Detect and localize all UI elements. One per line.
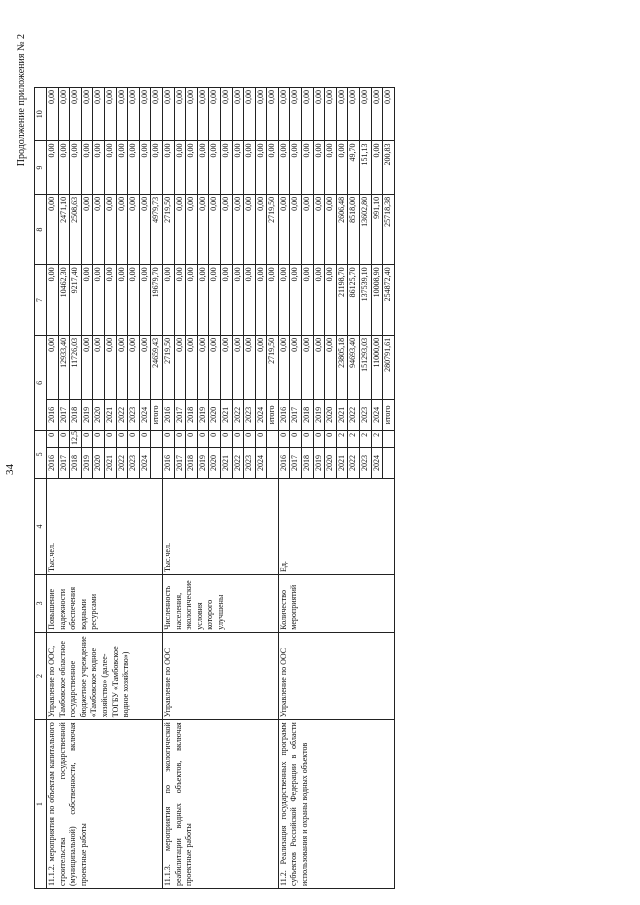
- year-cell: 2023: [360, 399, 372, 430]
- total-amount-cell: 0,00: [244, 335, 256, 399]
- year-cell: 2020: [93, 399, 105, 430]
- total-amount-cell: 0,00: [197, 335, 209, 399]
- amount-cell: 0,00: [93, 194, 105, 264]
- amount-cell: 0,00: [116, 194, 128, 264]
- amount-cell: 0,00: [70, 88, 82, 141]
- amount-cell: 0,00: [174, 141, 186, 194]
- amount-cell: 0,00: [174, 88, 186, 141]
- year-cell: 2017: [290, 399, 302, 430]
- amount-cell: 0,00: [128, 265, 140, 335]
- year-cell: 2019: [313, 399, 325, 430]
- amount-cell: 0,00: [302, 194, 314, 264]
- year-cell: 2022: [116, 399, 128, 430]
- amount-cell: 0,00: [209, 265, 221, 335]
- amount-cell: 0,00: [128, 194, 140, 264]
- year-cell: 2022: [348, 399, 360, 430]
- amount-cell: 0,00: [267, 141, 279, 194]
- amount-cell: 0,00: [371, 141, 383, 194]
- amount-cell: 0,00: [81, 88, 93, 141]
- amount-cell: 0,00: [371, 88, 383, 141]
- unit-cell: Тыс.чел.: [162, 478, 278, 574]
- indicator-year-cell: 2017: [290, 447, 302, 478]
- amount-cell: 0,00: [220, 141, 232, 194]
- amount-cell: 0,00: [232, 265, 244, 335]
- amount-cell: 0,00: [278, 194, 290, 264]
- amount-cell: 0,00: [255, 141, 267, 194]
- amount-cell: 2606,48: [336, 194, 348, 264]
- indicator-cell: Численность населения, экологические условия которого улучшены: [162, 575, 278, 633]
- amount-cell: 86125,70: [348, 265, 360, 335]
- amount-cell: 0,00: [70, 141, 82, 194]
- total-amount-cell: 0,00: [93, 335, 105, 399]
- amount-cell: 137539,10: [360, 265, 372, 335]
- unit-cell: Ед.: [278, 478, 394, 574]
- amount-cell: 0,00: [93, 265, 105, 335]
- amount-cell: 0,00: [116, 265, 128, 335]
- amount-cell: 0,00: [47, 141, 59, 194]
- amount-cell: 0,00: [255, 88, 267, 141]
- amount-cell: 0,00: [244, 141, 256, 194]
- amount-cell: 0,00: [139, 141, 151, 194]
- total-amount-cell: 11000,00: [371, 335, 383, 399]
- indicator-year-cell: 2016: [278, 447, 290, 478]
- total-amount-cell: 0,00: [186, 335, 198, 399]
- amount-cell: 10462,30: [58, 265, 70, 335]
- header-cell: 2: [35, 632, 47, 720]
- total-amount-cell: 0,00: [81, 335, 93, 399]
- year-cell: 2016: [47, 399, 59, 430]
- indicator-value-cell: 0: [255, 430, 267, 447]
- amount-cell: 0,00: [174, 265, 186, 335]
- indicator-value-cell: 0: [313, 430, 325, 447]
- indicator-year-cell: 2023: [360, 447, 372, 478]
- header-cell: 1: [35, 720, 47, 889]
- amount-cell: 0,00: [209, 88, 221, 141]
- indicator-value-cell: 0: [197, 430, 209, 447]
- amount-cell: 0,00: [232, 141, 244, 194]
- year-cell: итого: [151, 399, 163, 430]
- year-cell: 2017: [174, 399, 186, 430]
- amount-cell: 0,00: [313, 141, 325, 194]
- amount-cell: 2508,63: [70, 194, 82, 264]
- total-amount-cell: 2719,50: [162, 335, 174, 399]
- indicator-value-cell: 0: [220, 430, 232, 447]
- amount-cell: 0,00: [255, 265, 267, 335]
- amount-cell: 0,00: [325, 141, 337, 194]
- amount-cell: 0,00: [104, 141, 116, 194]
- year-cell: 2019: [81, 399, 93, 430]
- year-cell: 2021: [104, 399, 116, 430]
- total-amount-cell: 2719,50: [267, 335, 279, 399]
- amount-cell: 0,00: [220, 194, 232, 264]
- indicator-year-cell: 2023: [128, 447, 140, 478]
- financing-table: [34, 87, 395, 889]
- header-cell: 9: [35, 141, 47, 194]
- amount-cell: 0,00: [93, 141, 105, 194]
- total-amount-cell: 0,00: [116, 335, 128, 399]
- empty-cell: [151, 430, 163, 447]
- year-cell: 2020: [209, 399, 221, 430]
- header-cell: 10: [35, 88, 47, 141]
- total-amount-cell: 280791,61: [383, 335, 395, 399]
- year-cell: 2018: [302, 399, 314, 430]
- amount-cell: 0,00: [197, 88, 209, 141]
- table-row: [278, 88, 290, 889]
- executor-cell: Управление по ООС, Тамбовское областное государственное бюджетное учреждение «Тамбовское водное хозяйство» (далее- ТОГБУ «Тамбовское водное хозяйство»): [47, 632, 163, 720]
- amount-cell: 0,00: [128, 88, 140, 141]
- year-cell: 2016: [278, 399, 290, 430]
- table-row: [162, 88, 174, 889]
- amount-cell: 0,00: [313, 265, 325, 335]
- amount-cell: 0,00: [174, 194, 186, 264]
- indicator-cell: Количество мероприятий: [278, 575, 394, 633]
- amount-cell: 0,00: [58, 141, 70, 194]
- indicator-value-cell: 0: [290, 430, 302, 447]
- amount-cell: 0,00: [336, 88, 348, 141]
- amount-cell: 0,00: [81, 194, 93, 264]
- amount-cell: 0,00: [232, 194, 244, 264]
- indicator-year-cell: 2018: [302, 447, 314, 478]
- header-cell: 5: [35, 430, 47, 478]
- amount-cell: 0,00: [162, 88, 174, 141]
- total-amount-cell: 12933,40: [58, 335, 70, 399]
- amount-cell: 0,00: [290, 141, 302, 194]
- amount-cell: 0,00: [313, 194, 325, 264]
- amount-cell: 0,00: [278, 88, 290, 141]
- amount-cell: 0,00: [383, 88, 395, 141]
- indicator-value-cell: 2: [360, 430, 372, 447]
- amount-cell: 0,00: [93, 88, 105, 141]
- amount-cell: 0,00: [278, 141, 290, 194]
- indicator-year-cell: 2020: [93, 447, 105, 478]
- year-cell: 2019: [197, 399, 209, 430]
- indicator-value-cell: 0: [302, 430, 314, 447]
- indicator-value-cell: 2: [371, 430, 383, 447]
- total-amount-cell: 0,00: [209, 335, 221, 399]
- indicator-value-cell: 0: [162, 430, 174, 447]
- amount-cell: 0,00: [290, 265, 302, 335]
- header-cell: 3: [35, 575, 47, 633]
- amount-cell: 0,00: [139, 194, 151, 264]
- amount-cell: 2719,50: [162, 194, 174, 264]
- indicator-year-cell: 2022: [116, 447, 128, 478]
- indicator-value-cell: 0: [139, 430, 151, 447]
- table-body: [47, 88, 395, 889]
- amount-cell: 0,00: [325, 194, 337, 264]
- total-amount-cell: 23805,18: [336, 335, 348, 399]
- indicator-value-cell: 0: [209, 430, 221, 447]
- indicator-year-cell: 2022: [348, 447, 360, 478]
- measure-name-cell: 11.1.3. мероприятия по экологической реабилитации водных объектов, включая проектные работы: [162, 720, 278, 889]
- indicator-year-cell: 2023: [244, 447, 256, 478]
- empty-cell: [267, 447, 279, 478]
- amount-cell: 0,00: [336, 141, 348, 194]
- amount-cell: 0,00: [151, 88, 163, 141]
- header-cell: 4: [35, 478, 47, 574]
- amount-cell: 0,00: [313, 88, 325, 141]
- amount-cell: 0,00: [47, 88, 59, 141]
- amount-cell: 2719,50: [267, 194, 279, 264]
- indicator-value-cell: 0: [186, 430, 198, 447]
- indicator-year-cell: 2019: [197, 447, 209, 478]
- amount-cell: 0,00: [186, 88, 198, 141]
- amount-cell: 0,00: [325, 265, 337, 335]
- amount-cell: 21198,70: [336, 265, 348, 335]
- header-cell: 6: [35, 335, 47, 430]
- indicator-value-cell: 0: [104, 430, 116, 447]
- indicator-year-cell: 2017: [174, 447, 186, 478]
- amount-cell: 0,00: [47, 265, 59, 335]
- amount-cell: 0,00: [325, 88, 337, 141]
- header-cell: 8: [35, 194, 47, 264]
- indicator-year-cell: 2017: [58, 447, 70, 478]
- total-amount-cell: 0,00: [174, 335, 186, 399]
- amount-cell: 0,00: [81, 141, 93, 194]
- amount-cell: 0,00: [151, 141, 163, 194]
- measure-name-cell: 11.2. Реализация государственных программ субъектов Российской Федерации в области использования и охраны водных объектов: [278, 720, 394, 889]
- indicator-year-cell: 2016: [47, 447, 59, 478]
- amount-cell: 2471,10: [58, 194, 70, 264]
- amount-cell: 0,00: [232, 88, 244, 141]
- year-cell: 2023: [128, 399, 140, 430]
- amount-cell: 0,00: [186, 141, 198, 194]
- total-amount-cell: 0,00: [220, 335, 232, 399]
- amount-cell: 0,00: [302, 265, 314, 335]
- indicator-year-cell: 2019: [81, 447, 93, 478]
- year-cell: 2021: [220, 399, 232, 430]
- amount-cell: 0,00: [162, 265, 174, 335]
- amount-cell: 0,00: [104, 88, 116, 141]
- total-amount-cell: 0,00: [325, 335, 337, 399]
- indicator-year-cell: 2024: [255, 447, 267, 478]
- indicator-value-cell: 0: [278, 430, 290, 447]
- amount-cell: 0,00: [197, 265, 209, 335]
- year-cell: 2018: [186, 399, 198, 430]
- indicator-year-cell: 2019: [313, 447, 325, 478]
- total-amount-cell: 11726,03: [70, 335, 82, 399]
- year-cell: 2021: [336, 399, 348, 430]
- total-amount-cell: 24659,43: [151, 335, 163, 399]
- indicator-value-cell: 0: [47, 430, 59, 447]
- indicator-year-cell: 2016: [162, 447, 174, 478]
- indicator-year-cell: 2018: [186, 447, 198, 478]
- total-amount-cell: 0,00: [313, 335, 325, 399]
- year-cell: 2024: [139, 399, 151, 430]
- indicator-year-cell: 2021: [220, 447, 232, 478]
- indicator-cell: Повышение надежности обеспечения водными ресурсами: [47, 575, 163, 633]
- total-amount-cell: 0,00: [278, 335, 290, 399]
- amount-cell: 991,10: [371, 194, 383, 264]
- indicator-value-cell: 0: [325, 430, 337, 447]
- amount-cell: 0,00: [302, 88, 314, 141]
- annex-label: Продолжение приложения № 2: [16, 34, 27, 167]
- indicator-value-cell: 0: [244, 430, 256, 447]
- total-amount-cell: 0,00: [290, 335, 302, 399]
- amount-cell: 0,00: [139, 265, 151, 335]
- total-amount-cell: 0,00: [139, 335, 151, 399]
- amount-cell: 0,00: [128, 141, 140, 194]
- amount-cell: 0,00: [220, 88, 232, 141]
- amount-cell: 0,00: [104, 194, 116, 264]
- year-cell: 2017: [58, 399, 70, 430]
- amount-cell: 0,00: [244, 194, 256, 264]
- indicator-value-cell: 0: [232, 430, 244, 447]
- year-cell: 2016: [162, 399, 174, 430]
- total-amount-cell: 0,00: [302, 335, 314, 399]
- indicator-year-cell: 2021: [104, 447, 116, 478]
- header-row: [35, 88, 47, 889]
- amount-cell: 0,00: [302, 141, 314, 194]
- indicator-year-cell: 2020: [209, 447, 221, 478]
- amount-cell: 0,00: [197, 194, 209, 264]
- year-cell: 2022: [232, 399, 244, 430]
- indicator-year-cell: 2021: [336, 447, 348, 478]
- amount-cell: 0,00: [255, 194, 267, 264]
- executor-cell: Управление по ООС: [278, 632, 394, 720]
- empty-cell: [151, 447, 163, 478]
- amount-cell: 254872,40: [383, 265, 395, 335]
- amount-cell: 0,00: [220, 265, 232, 335]
- amount-cell: 0,00: [186, 265, 198, 335]
- amount-cell: 10008,90: [371, 265, 383, 335]
- indicator-value-cell: 2: [336, 430, 348, 447]
- year-cell: 2023: [244, 399, 256, 430]
- empty-cell: [383, 447, 395, 478]
- amount-cell: 0,00: [186, 194, 198, 264]
- measure-name-cell: 11.1.2. мероприятия по объектам капитального строительства государственной (муниципальной) собственности, включая проектные работы: [47, 720, 163, 889]
- amount-cell: 0,00: [278, 265, 290, 335]
- amount-cell: 0,00: [267, 265, 279, 335]
- amount-cell: 0,00: [116, 141, 128, 194]
- page-number: 34: [4, 464, 16, 475]
- indicator-value-cell: 0: [174, 430, 186, 447]
- total-amount-cell: 0,00: [255, 335, 267, 399]
- executor-cell: Управление по ООС: [162, 632, 278, 720]
- indicator-value-cell: 0: [81, 430, 93, 447]
- total-amount-cell: 0,00: [232, 335, 244, 399]
- amount-cell: 0,00: [360, 88, 372, 141]
- total-amount-cell: 0,00: [128, 335, 140, 399]
- amount-cell: 0,00: [116, 88, 128, 141]
- amount-cell: 0,00: [104, 265, 116, 335]
- indicator-year-cell: 2018: [70, 447, 82, 478]
- amount-cell: 19679,70: [151, 265, 163, 335]
- amount-cell: 0,00: [197, 141, 209, 194]
- amount-cell: 0,00: [58, 88, 70, 141]
- empty-cell: [383, 430, 395, 447]
- amount-cell: 200,83: [383, 141, 395, 194]
- total-amount-cell: 151293,03: [360, 335, 372, 399]
- amount-cell: 9217,40: [70, 265, 82, 335]
- amount-cell: 8518,00: [348, 194, 360, 264]
- total-amount-cell: 94693,40: [348, 335, 360, 399]
- amount-cell: 0,00: [244, 265, 256, 335]
- header-cell: 7: [35, 265, 47, 335]
- amount-cell: 0,00: [209, 141, 221, 194]
- indicator-year-cell: 2020: [325, 447, 337, 478]
- amount-cell: 0,00: [162, 141, 174, 194]
- amount-cell: 0,00: [244, 88, 256, 141]
- year-cell: 2024: [371, 399, 383, 430]
- amount-cell: 4979,73: [151, 194, 163, 264]
- indicator-value-cell: 2: [348, 430, 360, 447]
- amount-cell: 0,00: [290, 88, 302, 141]
- indicator-year-cell: 2024: [139, 447, 151, 478]
- amount-cell: 0,00: [209, 194, 221, 264]
- amount-cell: 25718,38: [383, 194, 395, 264]
- amount-cell: 151,13: [360, 141, 372, 194]
- indicator-value-cell: 0: [93, 430, 105, 447]
- indicator-value-cell: 0: [128, 430, 140, 447]
- amount-cell: 0,00: [290, 194, 302, 264]
- amount-cell: 0,00: [139, 88, 151, 141]
- year-cell: 2024: [255, 399, 267, 430]
- indicator-value-cell: 12,5: [70, 430, 82, 447]
- amount-cell: 0,00: [348, 88, 360, 141]
- amount-cell: 0,00: [267, 88, 279, 141]
- indicator-year-cell: 2024: [371, 447, 383, 478]
- amount-cell: 13602,80: [360, 194, 372, 264]
- amount-cell: 0,00: [47, 194, 59, 264]
- indicator-value-cell: 0: [58, 430, 70, 447]
- amount-cell: 0,00: [81, 265, 93, 335]
- year-cell: 2020: [325, 399, 337, 430]
- year-cell: итого: [267, 399, 279, 430]
- empty-cell: [267, 430, 279, 447]
- year-cell: 2018: [70, 399, 82, 430]
- amount-cell: 49,70: [348, 141, 360, 194]
- total-amount-cell: 0,00: [104, 335, 116, 399]
- total-amount-cell: 0,00: [47, 335, 59, 399]
- table-row: [47, 88, 59, 889]
- indicator-year-cell: 2022: [232, 447, 244, 478]
- indicator-value-cell: 0: [116, 430, 128, 447]
- year-cell: итого: [383, 399, 395, 430]
- unit-cell: Тыс.чел.: [47, 478, 163, 574]
